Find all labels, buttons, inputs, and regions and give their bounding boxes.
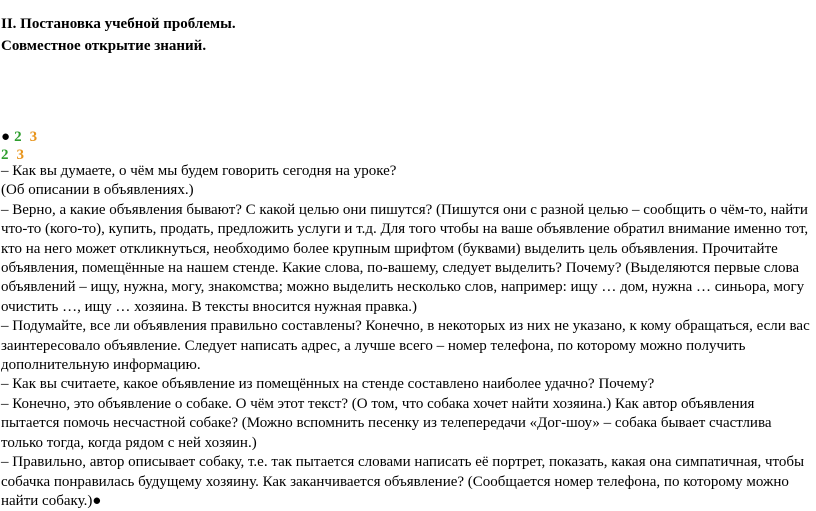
number-three: 3 (29, 129, 38, 145)
paragraph: – Как вы думаете, о чём мы будем говорить сегодня на уроке? (1, 163, 397, 179)
bullet-icon: ● (1, 129, 11, 145)
paragraph: – Правильно, автор описывает собаку, т.е. так пытается словами написать её портрет, показать, какая она симпатичная, чтобы собачка понравилась будущему хозяину. Как заканчивается объявление? (Сообщается номер телефона, по которому можно найти собаку.)● (1, 454, 805, 509)
paragraph: – Верно, а какие объявления бывают? С какой целью они пишутся? (Пишутся они с разной целью – сообщить о чём-то, найти что-то (кого-то), купить, продать, предложить услуги и т.д. Для того чтобы на ваше объявление обратил внимание именно тот, кто на него может откликнуться, необходимо более крупным шрифтом (буквами) выделить цель объявления. Прочитайте объявления, помещённые на нашем стенде. Какие слова, по-вашему, следует выделить? Почему? (Выделяются первые слова объявлений – ищу, нужна, могу, знакомства; можно выделить несколько слов, например: ищу … дом, нужна … синьора, могу очистить …, ищу … хозяина. В тексты вносится нужная правка.) (1, 201, 809, 315)
paragraph: – Как вы считаете, какое объявление из помещённых на стенде составлено наиболее удачно? Почему? (1, 376, 655, 393)
number-two: 2 (1, 147, 9, 163)
paragraph: – Подумайте, все ли объявления правильно составлены? Конечно, в некоторых из них не указано, к кому обращаться, если вас заинтересовало объявление. Следует написать адрес, а лучше всего – номер телефона, по которому можно получить дополнительную информацию. (1, 318, 810, 374)
heading-line-2: Совместное открытие знаний. (1, 38, 207, 54)
section-heading (1, 13, 236, 57)
paragraph: (Об описании в объявлениях.) (1, 182, 194, 199)
slide-number-row (1, 128, 37, 146)
number-two: 2 (14, 129, 22, 145)
paragraph: – Конечно, это объявление о собаке. О чём этот текст? (О том, что собака хочет найти хозяина.) Как автор объявления пытается помочь несчастной собаке? (Можно вспомнить песенку из телепередачи «Дог-шоу» – собака бывает счастлива только тогда, когда рядом с ней хозяин.) (1, 395, 772, 451)
number-three: 3 (16, 147, 24, 163)
heading-line-1: II. Постановка учебной проблемы. (1, 16, 236, 32)
lesson-text (1, 162, 813, 511)
